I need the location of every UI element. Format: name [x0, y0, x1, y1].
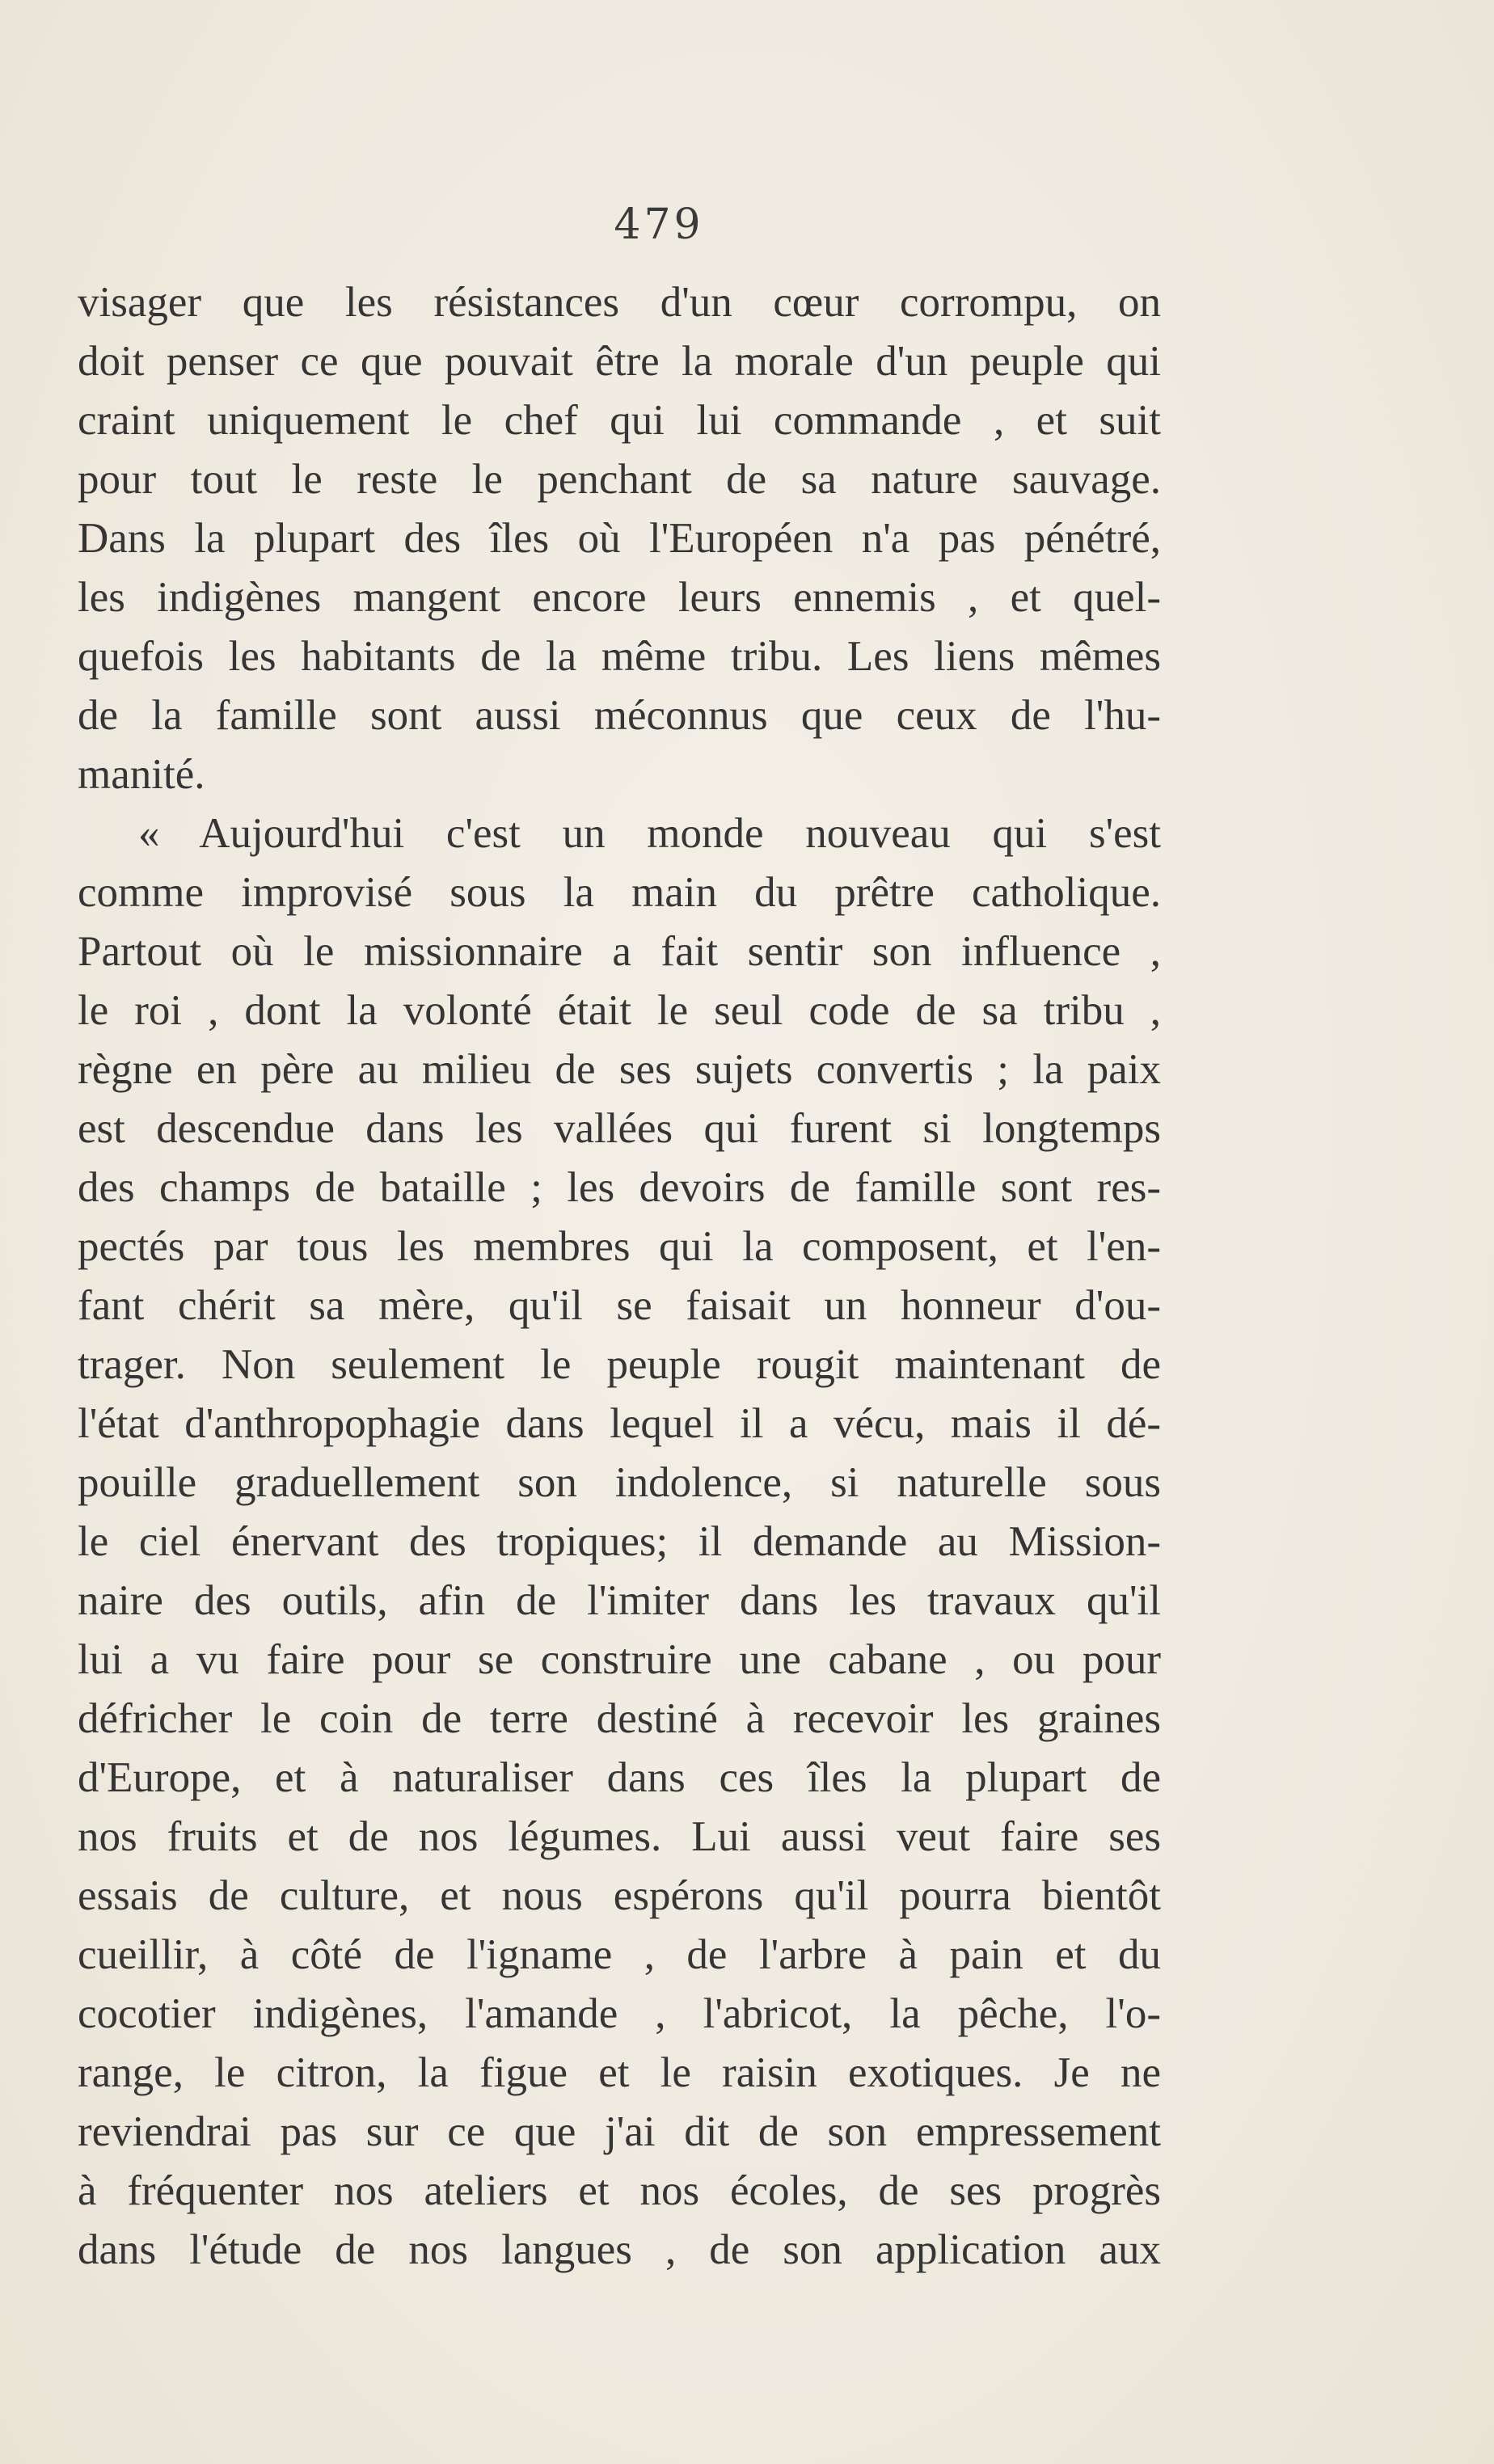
text-line: cocotier indigènes, l'amande , l'abricot, la pêche, l'o-: [78, 1990, 1161, 2037]
text-line: le roi , dont la volonté était le seul code de sa tribu ,: [78, 987, 1161, 1034]
text-line: les indigènes mangent encore leurs ennemis , et quel-: [78, 574, 1161, 621]
text-line: fant chérit sa mère, qu'il se faisait un honneur d'ou-: [78, 1282, 1161, 1329]
text-line: essais de culture, et nous espérons qu'il pourra bientôt: [78, 1872, 1161, 1919]
text-line: pectés par tous les membres qui la composent, et l'en-: [78, 1223, 1161, 1270]
text-line: Partout où le missionnaire a fait sentir son influence ,: [78, 928, 1161, 975]
text-line: dans l'étude de nos langues , de son application aux: [78, 2226, 1161, 2273]
paragraph-2: [78, 804, 1161, 2280]
text-line: visager que les résistances d'un cœur corrompu, on: [78, 279, 1161, 326]
text-line: règne en père au milieu de ses sujets convertis ; la paix: [78, 1046, 1161, 1093]
text-line: quefois les habitants de la même tribu. Les liens mêmes: [78, 633, 1161, 680]
text-line: l'état d'anthropophagie dans lequel il a vécu, mais il dé-: [78, 1400, 1161, 1447]
text-line: manité.: [78, 751, 205, 798]
text-line: le ciel énervant des tropiques; il demande au Mission-: [78, 1518, 1161, 1565]
text-line: pour tout le reste le penchant de sa nature sauvage.: [78, 456, 1161, 503]
text-line: trager. Non seulement le peuple rougit maintenant de: [78, 1341, 1161, 1388]
text-line: défricher le coin de terre destiné à recevoir les graines: [78, 1695, 1161, 1742]
text-line: comme improvisé sous la main du prêtre catholique.: [78, 869, 1161, 916]
text-line: à fréquenter nos ateliers et nos écoles, de ses progrès: [78, 2167, 1161, 2214]
text-line: reviendrai pas sur ce que j'ai dit de son empressement: [78, 2108, 1161, 2155]
text-line: d'Europe, et à naturaliser dans ces îles la plupart de: [78, 1754, 1161, 1801]
text-line: nos fruits et de nos légumes. Lui aussi veut faire ses: [78, 1813, 1161, 1860]
text-line: de la famille sont aussi méconnus que ceux de l'hu-: [78, 692, 1161, 739]
text-line: naire des outils, afin de l'imiter dans les travaux qu'il: [78, 1577, 1161, 1624]
text-line: craint uniquement le chef qui lui commande , et suit: [78, 397, 1161, 444]
text-line: « Aujourd'hui c'est un monde nouveau qui s'est: [138, 810, 1161, 857]
text-line: lui a vu faire pour se construire une cabane , ou pour: [78, 1636, 1161, 1683]
body-text: [78, 273, 1161, 2280]
text-line: doit penser ce que pouvait être la morale d'un peuple qui: [78, 338, 1161, 385]
text-line: range, le citron, la figue et le raisin exotiques. Je ne: [78, 2049, 1161, 2096]
text-line: Dans la plupart des îles où l'Européen n'a pas pénétré,: [78, 515, 1161, 562]
page-number: 479: [614, 200, 704, 249]
text-line: est descendue dans les vallées qui furent si longtemps: [78, 1105, 1161, 1152]
text-line: cueillir, à côté de l'igname , de l'arbre à pain et du: [78, 1931, 1161, 1978]
text-line: des champs de bataille ; les devoirs de famille sont res-: [78, 1164, 1161, 1211]
text-line: pouille graduellement son indolence, si naturelle sous: [78, 1459, 1161, 1506]
paragraph-1: [78, 273, 1161, 804]
